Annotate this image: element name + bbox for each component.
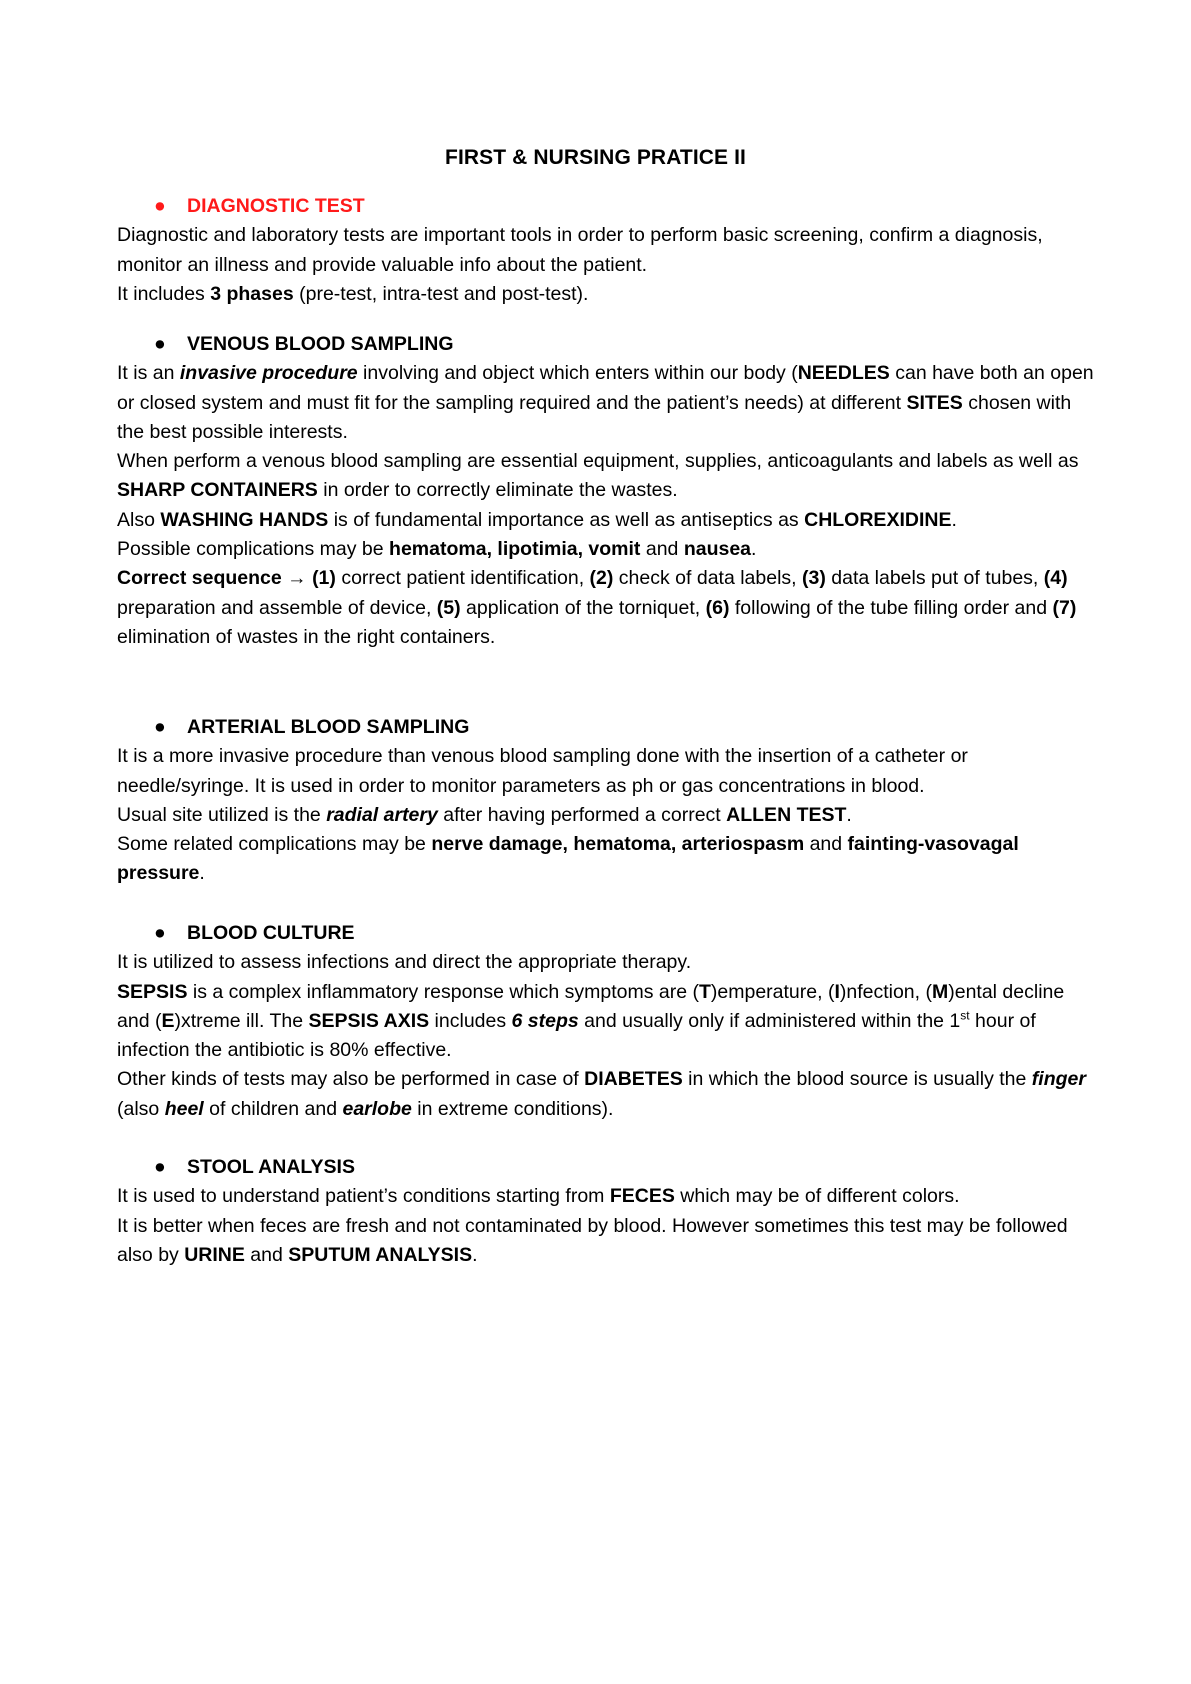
section-stool-analysis — [117, 1153, 1097, 1270]
section-heading: ● VENOUS BLOOD SAMPLING — [117, 330, 1097, 359]
bullet-icon: ● — [154, 1156, 166, 1178]
section-heading: ● STOOL ANALYSIS — [117, 1153, 1097, 1182]
document-title: FIRST & NURSING PRATICE II — [445, 146, 746, 169]
section-diagnostic-test — [117, 192, 1097, 309]
paragraph: Some related complications may be nerve damage, hematoma, arteriospasm and fainting-vasovagal pressure. — [117, 833, 1019, 885]
section-heading: ● ARTERIAL BLOOD SAMPLING — [117, 713, 1097, 742]
paragraph: Other kinds of tests may also be performed in case of DIABETES in which the blood source is usually the finger (also heel of children and earlobe in extreme conditions). — [117, 1068, 1086, 1120]
section-arterial-blood-sampling — [117, 713, 1097, 889]
paragraph: Also WASHING HANDS is of fundamental importance as well as antiseptics as CHLOREXIDINE. — [117, 508, 957, 531]
paragraph: Usual site utilized is the radial artery after having performed a correct ALLEN TEST. — [117, 803, 852, 826]
section-heading: ● BLOOD CULTURE — [117, 919, 1097, 948]
section-heading: ● DIAGNOSTIC TEST — [117, 192, 1097, 221]
paragraph: It is better when feces are fresh and not contaminated by blood. However sometimes this test may be followed also by URINE and SPUTUM ANALYSIS. — [117, 1214, 1068, 1266]
bullet-icon: ● — [154, 333, 166, 355]
bullet-icon: ● — [154, 716, 166, 738]
paragraph-sepsis: SEPSIS is a complex inflammatory response which symptoms are (T)emperature, (I)nfection, (M)ental decline and (E)xtreme ill. The SEPSIS AXIS includes 6 steps and usually only if administered within the 1st hour of infection the antibiotic is 80% effective. — [117, 980, 1065, 1062]
section-venous-blood-sampling — [117, 330, 1097, 652]
bullet-icon: ● — [154, 195, 166, 217]
paragraph: It is utilized to assess infections and direct the appropriate therapy. — [117, 951, 692, 974]
bullet-icon: ● — [154, 922, 166, 944]
paragraph: It is an invasive procedure involving and object which enters within our body (NEEDLES can have both an open or closed system and must fit for the sampling required and the patient’s needs) at different SITES chosen with the best possible interests. — [117, 362, 1094, 443]
paragraph: When perform a venous blood sampling are essential equipment, supplies, anticoagulants and labels as well as SHARP CONTAINERS in order to correctly eliminate the wastes. — [117, 450, 1079, 502]
paragraph: It includes 3 phases (pre-test, intra-test and post-test). — [117, 282, 589, 305]
paragraph: Possible complications may be hematoma, lipotimia, vomit and nausea. — [117, 538, 757, 561]
paragraph: It is a more invasive procedure than venous blood sampling done with the insertion of a catheter or needle/syringe. It is used in order to monitor parameters as ph or gas concentrations in blood. — [117, 745, 968, 797]
paragraph: It is used to understand patient’s conditions starting from FECES which may be of different colors. — [117, 1185, 960, 1208]
paragraph: Diagnostic and laboratory tests are important tools in order to perform basic screening, confirm a diagnosis, monitor an illness and provide valuable info about the patient. — [117, 224, 1043, 276]
paragraph-correct-sequence: Correct sequence → (1) correct patient identification, (2) check of data labels, (3) data labels put of tubes, (4) preparation and assemble of device, (5) application of the torniquet, (6) following of the tube filling order and (7) elimination of wastes in the right containers. — [117, 567, 1077, 648]
section-blood-culture — [117, 919, 1097, 1124]
